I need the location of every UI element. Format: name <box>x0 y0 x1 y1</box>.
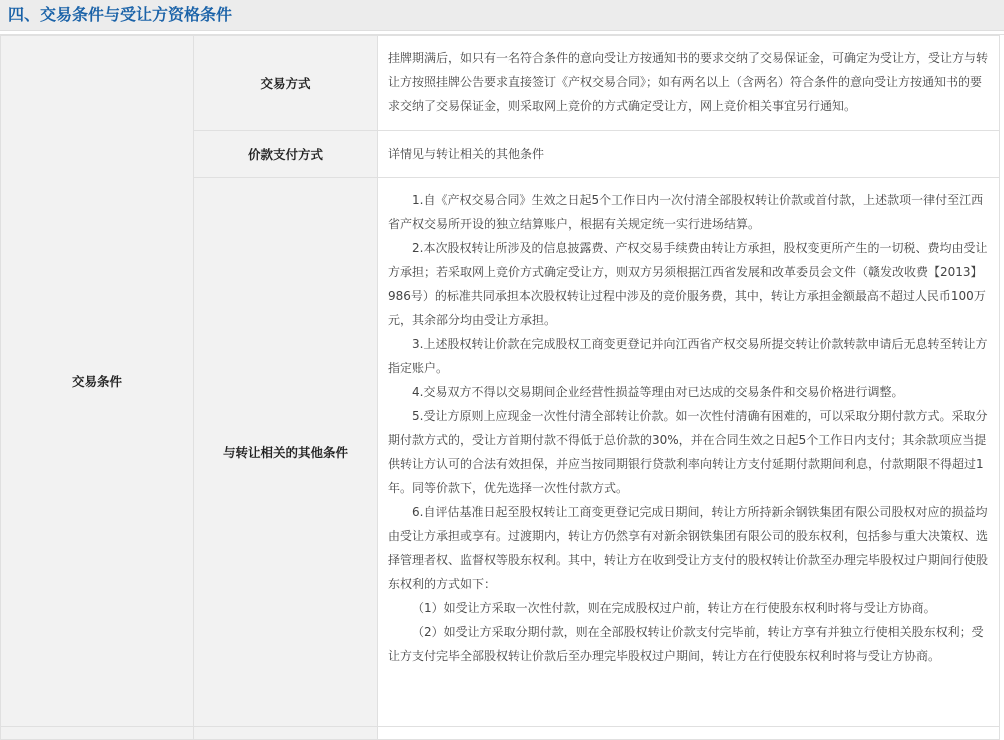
section-title: 四、交易条件与受让方资格条件 <box>0 0 1004 31</box>
condition-paragraph-4: 4.交易双方不得以交易期间企业经营性损益等理由对已达成的交易条件和交易价格进行调整。 <box>412 385 904 399</box>
next-category-cell <box>1 727 194 740</box>
next-content-cell <box>378 727 1000 740</box>
table-row-next <box>1 727 1000 740</box>
content-other-conditions <box>378 178 1000 727</box>
table-row-trade-mode <box>1 36 1000 131</box>
category-cell <box>1 36 194 727</box>
label-cell-trade-mode <box>194 36 378 131</box>
condition-subparagraph-1: （1）如受让方采取一次性付款，则在完成股权过户前，转让方在行使股东权利时将与受让方协商。 <box>412 601 936 615</box>
condition-subparagraph-2: （2）如受让方采取分期付款，则在全部股权转让价款支付完毕前，转让方享有并独立行使相关股东权利；受让方支付完毕全部股权转让价款后至办理完毕股权过户期间，转让方在行使股东权利时将与受让方协商。 <box>388 625 984 663</box>
label-cell-other-conditions <box>194 178 378 727</box>
label-cell-payment <box>194 131 378 178</box>
content-payment: 详情见与转让相关的其他条件 <box>378 131 1000 178</box>
content-trade-mode: 挂牌期满后，如只有一名符合条件的意向受让方按通知书的要求交纳了交易保证金，可确定为受让方，受让方与转让方按照挂牌公告要求直接签订《产权交易合同》；如有两名以上（含两名）符合条件的意向受让方按通知书的要求交纳了交易保证金，则采取网上竞价的方式确定受让方，网上竞价相关事宜另行通知。 <box>378 36 1000 131</box>
condition-paragraph-6: 6.自评估基准日起至股权转让工商变更登记完成日期间，转让方所持新余钢铁集团有限公司股权对应的损益均由受让方承担或享有。过渡期内，转让方仍然享有对新余钢铁集团有限公司的股东权利，包括参与重大决策权、选择管理者权、监督权等股东权利。其中，转让方在收到受让方支付的股权转让价款至办理完毕股权过户期间行使股东权利的方式如下： <box>388 505 989 591</box>
condition-paragraph-2: 2.本次股权转让所涉及的信息披露费、产权交易手续费由转让方承担，股权变更所产生的一切税、费均由受让方承担；若采取网上竞价方式确定受让方，则双方另须根据江西省发展和改革委员会文件（赣发改收费【2013】986号）的标准共同承担本次股权转让过程中涉及的竞价服务费，其中，转让方承担金额最高不超过人民币100万元，其余部分均由受让方承担。 <box>388 241 988 327</box>
conditions-table <box>0 35 1000 740</box>
next-label-cell <box>194 727 378 740</box>
condition-paragraph-5: 5.受让方原则上应现金一次性付清全部转让价款。如一次性付清确有困难的，可以采取分期付款方式。采取分期付款方式的，受让方首期付款不得低于总价款的30%，并在合同生效之日起5个工作日内支付；其余款项应当提供转让方认可的合法有效担保，并应当按同期银行贷款利率向转让方支付延期付款期间利息，付款期限不得超过1年。同等价款下，优先选择一次性付款方式。 <box>388 409 988 495</box>
label-trade-mode: 交易方式 <box>260 76 311 91</box>
condition-paragraph-1: 1.自《产权交易合同》生效之日起5个工作日内一次付清全部股权转让价款或首付款，上述款项一律付至江西省产权交易所开设的独立结算账户，根据有关规定统一实行进场结算。 <box>388 193 984 231</box>
condition-paragraph-3: 3.上述股权转让价款在完成股权工商变更登记并向江西省产权交易所提交转让价款转款申请后无息转至转让方指定账户。 <box>388 337 988 375</box>
label-payment: 价款支付方式 <box>247 147 323 162</box>
conditions-table-wrapper <box>0 34 1004 740</box>
category-label: 交易条件 <box>71 374 122 389</box>
label-other-conditions: 与转让相关的其他条件 <box>222 445 348 460</box>
